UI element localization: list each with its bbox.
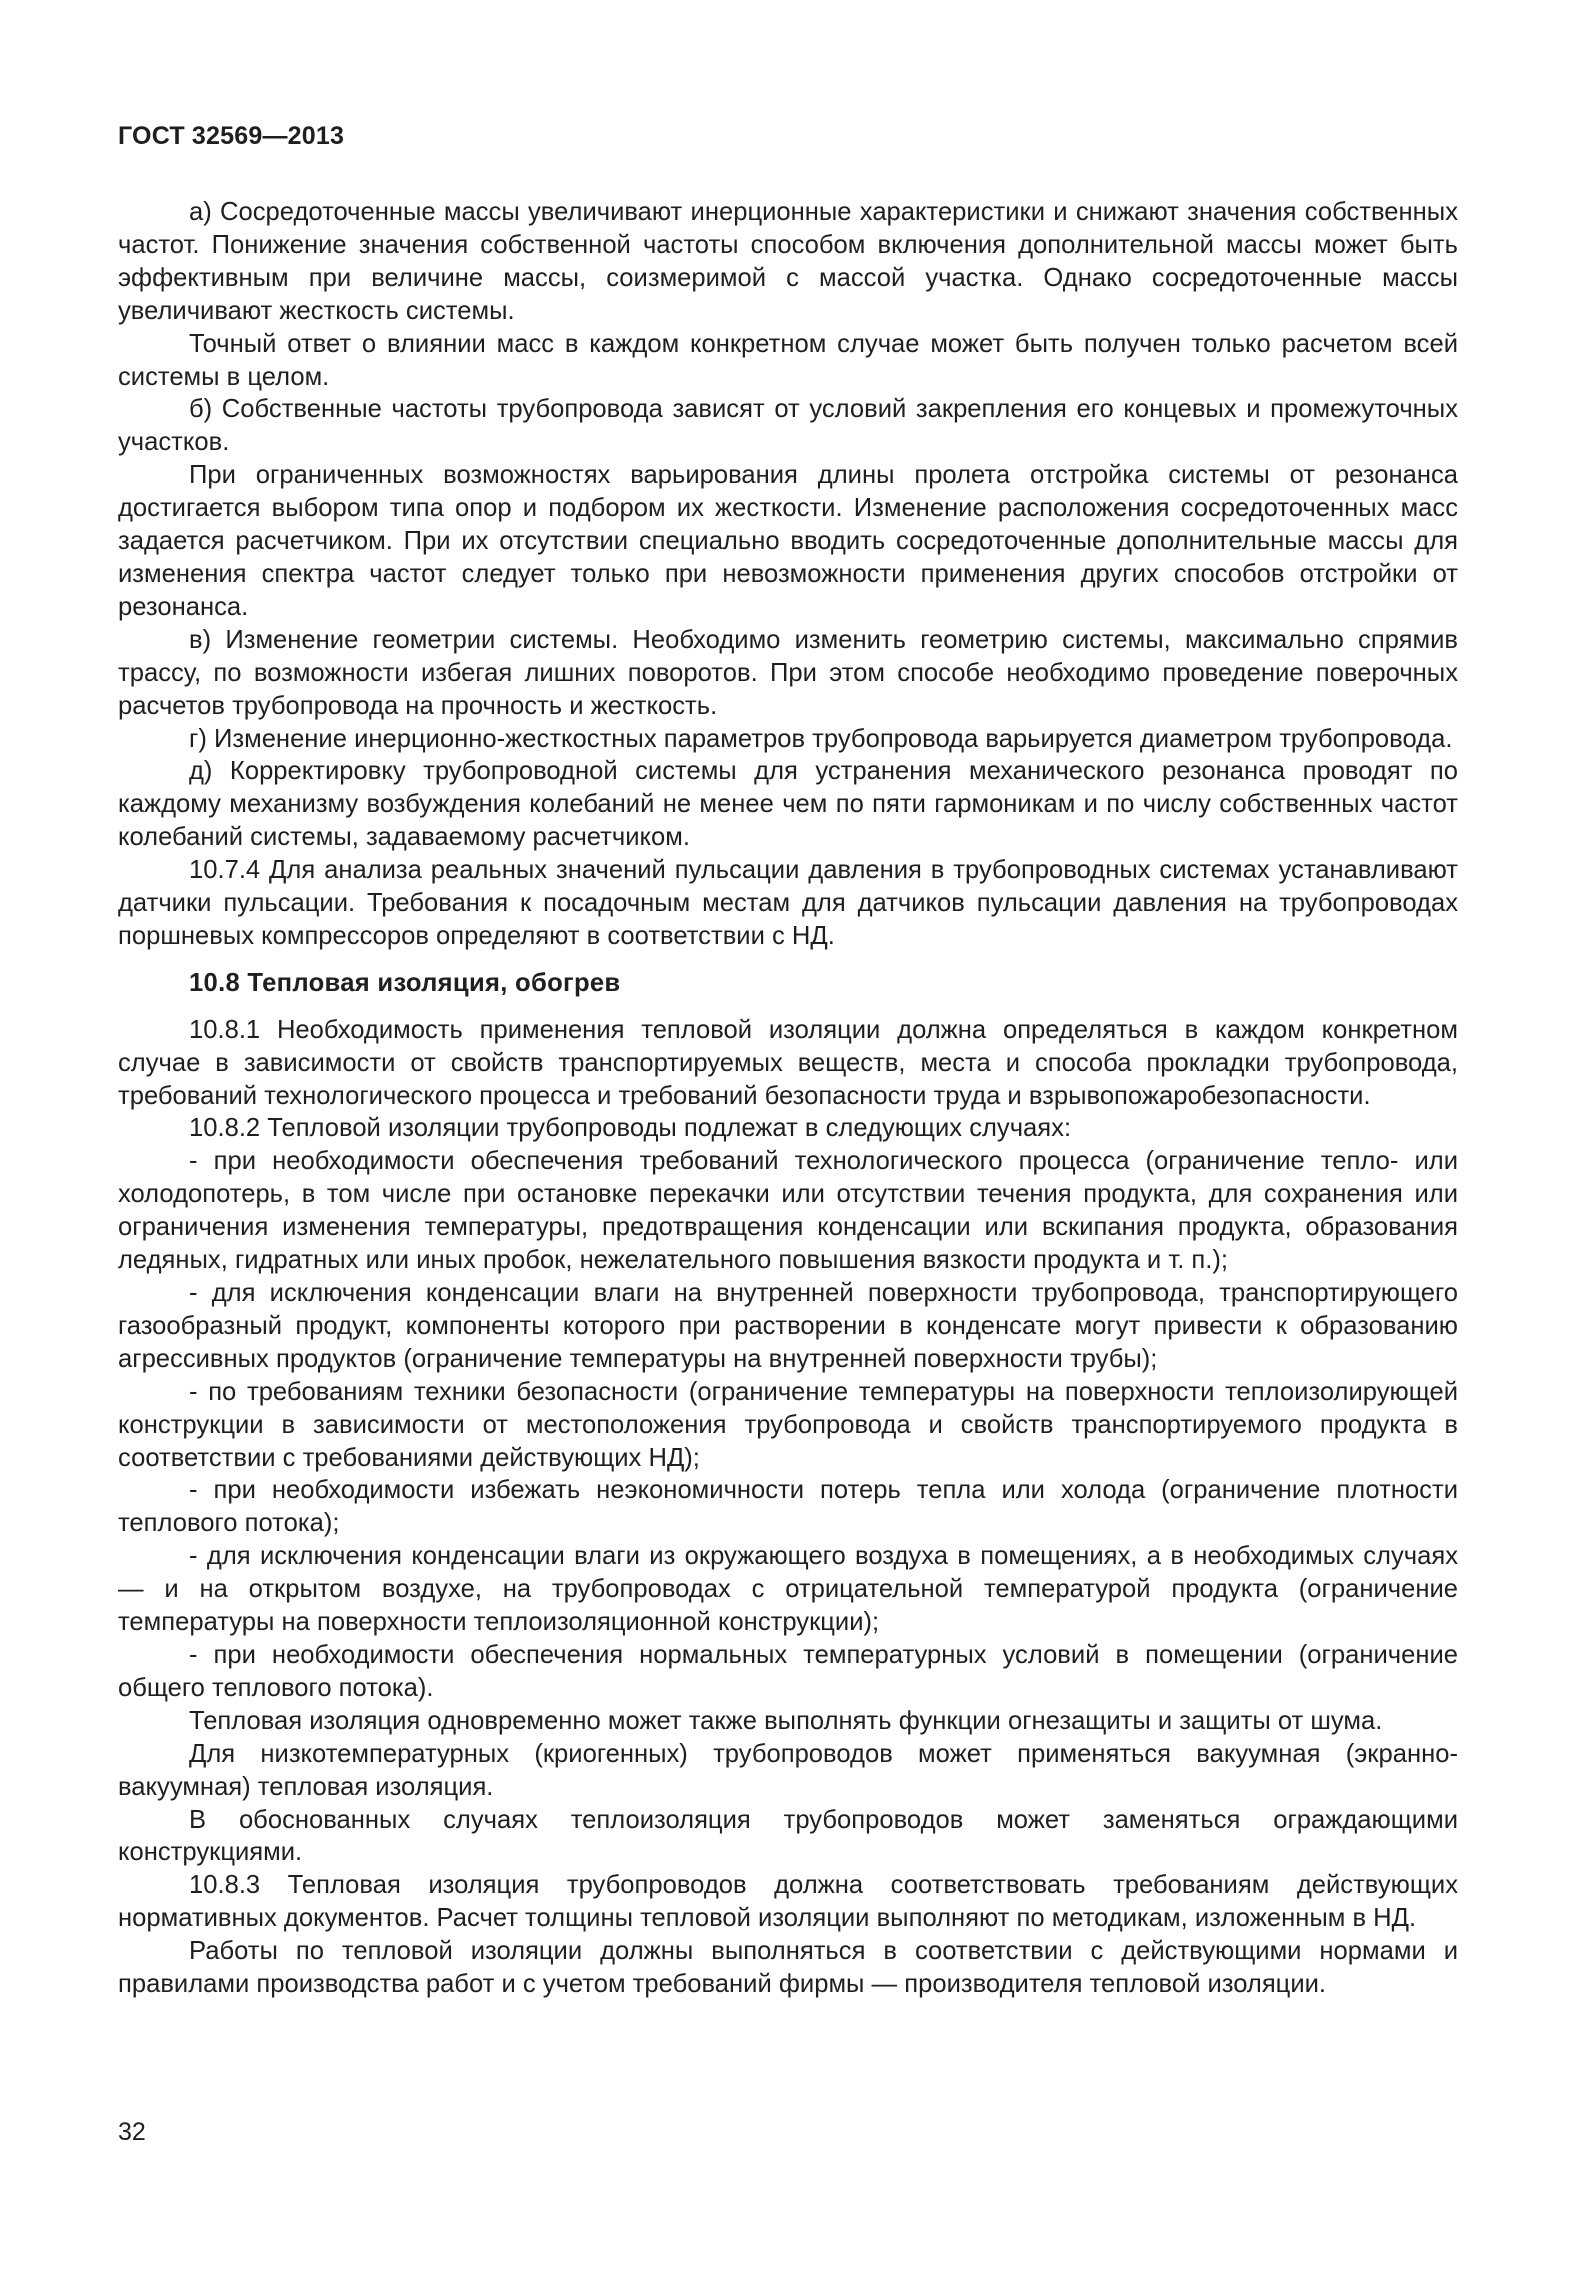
- paragraph: в) Изменение геометрии системы. Необходимо изменить геометрию системы, максимально спрямив трассу, по возможности избегая лишних поворотов. При этом способе необходимо проведение поверочных расчетов трубопровода на прочность и жесткость.: [118, 625, 1458, 720]
- paragraph: Для низкотемпературных (криогенных) трубопроводов может применяться вакуумная (экранно-вакуумная) тепловая изоляция.: [118, 1739, 1458, 1801]
- list-item: - для исключения конденсации влаги на внутренней поверхности трубопровода, транспортирующего газообразный продукт, компоненты которого при растворении в конденсате могут привести к образованию агрессивных продуктов (ограничение температуры на внутренней поверхности трубы);: [118, 1279, 1458, 1373]
- paragraph: 10.8.3 Тепловая изоляция трубопроводов должна соответствовать требованиям действующих нормативных документов. Расчет толщины тепловой изоляции выполняют по методикам, изложенным в НД.: [118, 1871, 1458, 1933]
- paragraph: б) Собственные частоты трубопровода зависят от условий закрепления его концевых и промежуточных участков.: [118, 395, 1458, 457]
- document-body: [118, 196, 1458, 2001]
- list-item: - при необходимости обеспечения требований технологического процесса (ограничение тепло- или холодопотерь, в том числе при остановке перекачки или отсутствии течения продукта, для сохранения или ограничения изменения температуры, предотвращения конденсации или вскипания продукта, образования ледяных, гидратных или иных пробок, нежелательного повышения вязкости продукта и т. п.);: [118, 1147, 1458, 1275]
- page-number: 32: [118, 2118, 146, 2146]
- section-heading: 10.8 Тепловая изоляция, обогрев: [189, 968, 621, 997]
- list-item: - при необходимости избежать неэкономичности потерь тепла или холода (ограничение плотности теплового потока);: [118, 1476, 1458, 1538]
- paragraph: Точный ответ о влиянии масс в каждом конкретном случае может быть получен только расчетом всей системы в целом.: [118, 329, 1458, 391]
- paragraph: Работы по тепловой изоляции должны выполняться в соответствии с действующими нормами и правилами производства работ и с учетом требований фирмы — производителя тепловой изоляции.: [118, 1937, 1458, 1999]
- paragraph: а) Сосредоточенные массы увеличивают инерционные характеристики и снижают значения собственных частот. Понижение значения собственной частоты способом включения дополнительной массы может быть эффективным при величине массы, соизмеримой с массой участка. Однако сосредоточенные массы увеличивают жесткость системы.: [118, 198, 1458, 325]
- paragraph: При ограниченных возможностях варьирования длины пролета отстройка системы от резонанса достигается выбором типа опор и подбором их жесткости. Изменение расположения сосредоточенных масс задается расчетчиком. При их отсутствии специально вводить сосредоточенные дополнительные массы для изменения спектра частот следует только при невозможности применения других способов отстройки от резонанса.: [118, 461, 1458, 621]
- paragraph: В обоснованных случаях теплоизоляция трубопроводов может заменяться ограждающими конструкциями.: [118, 1805, 1458, 1867]
- paragraph: 10.8.1 Необходимость применения тепловой изоляции должна определяться в каждом конкретном случае в зависимости от свойств транспортируемых веществ, места и способа прокладки трубопровода, требований технологического процесса и требований безопасности труда и взрывопожаробезопасности.: [118, 1015, 1458, 1110]
- paragraph: Тепловая изоляция одновременно может также выполнять функции огнезащиты и защиты от шума.: [189, 1706, 1383, 1735]
- list-item: - при необходимости обеспечения нормальных температурных условий в помещении (ограничение общего теплового потока).: [118, 1640, 1458, 1702]
- paragraph: г) Изменение инерционно-жесткостных параметров трубопровода варьируется диаметром трубопровода.: [189, 724, 1453, 753]
- paragraph: д) Корректировку трубопроводной системы для устранения механического резонанса проводят по каждому механизму возбуждения колебаний не менее чем по пяти гармоникам и по числу собственных частот колебаний системы, задаваемому расчетчиком.: [118, 757, 1458, 852]
- paragraph: 10.7.4 Для анализа реальных значений пульсации давления в трубопроводных системах устанавливают датчики пульсации. Требования к посадочным местам для датчиков пульсации давления на трубопроводах поршневых компрессоров определяют в соответствии с НД.: [118, 856, 1458, 950]
- list-item: - по требованиям техники безопасности (ограничение температуры на поверхности теплоизолирующей конструкции в зависимости от местоположения трубопровода и свойств транспортируемого продукта в соответствии с требованиями действующих НД);: [118, 1377, 1458, 1472]
- list-item: - для исключения конденсации влаги из окружающего воздуха в помещениях, а в необходимых случаях — и на открытом воздухе, на трубопроводах с отрицательной температурой продукта (ограничение температуры на поверхности теплоизоляционной конструкции);: [118, 1542, 1458, 1637]
- paragraph: 10.8.2 Тепловой изоляции трубопроводы подлежат в следующих случаях:: [189, 1114, 1072, 1143]
- document-header: ГОСТ 32569—2013: [118, 122, 345, 150]
